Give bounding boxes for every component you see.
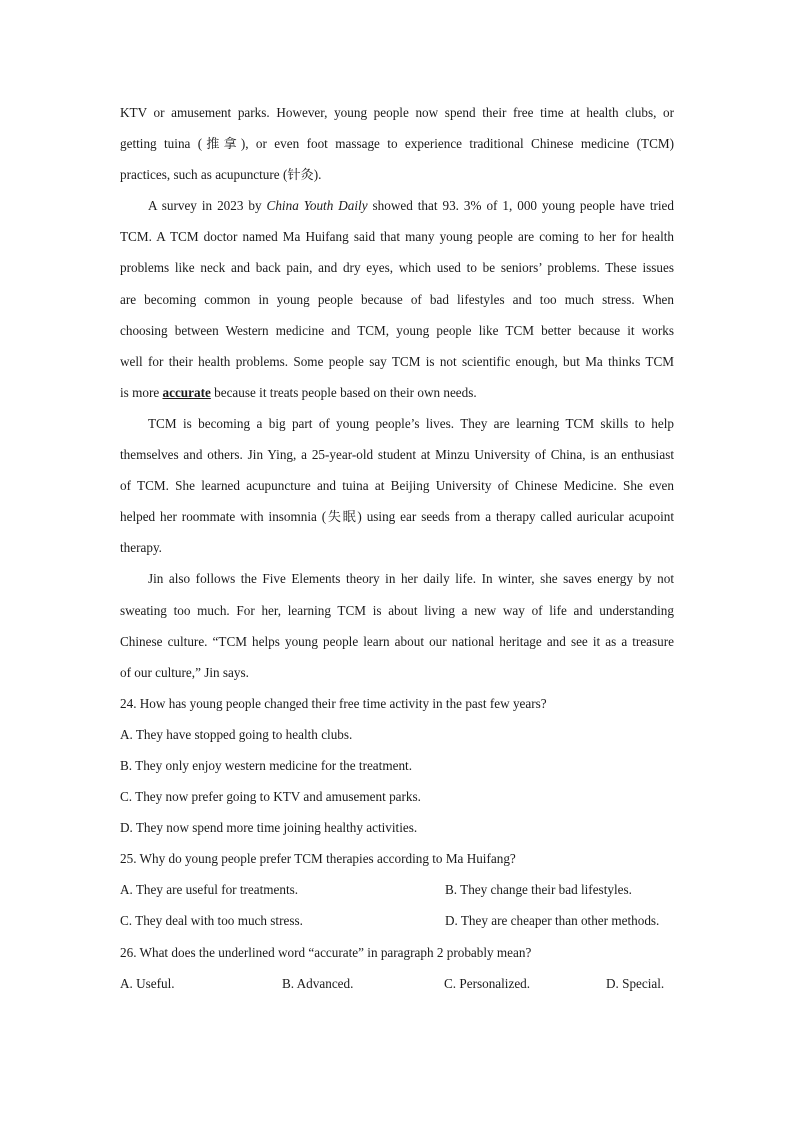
paragraph-2	[120, 190, 674, 408]
source-name: China Youth Daily	[266, 198, 368, 214]
question-stem: 24. How has young people changed their free time activity in the past few years?	[120, 695, 547, 711]
question-stem: 26. What does the underlined word “accurate” in paragraph 2 probably mean?	[120, 944, 532, 960]
option-c: C. Personalized.	[444, 975, 531, 991]
option-a: A. Useful.	[120, 975, 175, 991]
text-line: getting tuina (推拿), or even foot massage to experience traditional Chinese medicine (TCM)	[120, 136, 674, 152]
text-line: TCM. A TCM doctor named Ma Huifang said that many young people are coming to her for health	[120, 229, 674, 245]
passage	[120, 97, 674, 688]
underlined-word: accurate	[162, 384, 211, 400]
question-stem: 25. Why do young people prefer TCM therapies according to Ma Huifang?	[120, 851, 516, 867]
option-d: D. They are cheaper than other methods.	[445, 913, 660, 929]
option-c: C. They deal with too much stress.	[120, 913, 303, 929]
paragraph-3	[120, 408, 674, 563]
text-line: of our culture,” Jin says.	[120, 664, 249, 680]
option-d: D. Special.	[606, 975, 665, 991]
paragraph-4	[120, 563, 674, 687]
text-span: because it treats people based on their own needs.	[210, 384, 477, 400]
option-a: A. They have stopped going to health clubs.	[120, 726, 353, 742]
text-span: A survey in 2023 by	[148, 198, 267, 214]
text-line: therapy.	[120, 540, 162, 556]
text-line: TCM is becoming a big part of young people’s lives. They are learning TCM skills to help	[148, 415, 674, 431]
question-26	[120, 937, 674, 999]
option-b: B. They only enjoy western medicine for the treatment.	[120, 757, 412, 773]
text-line: are becoming common in young people because of bad lifestyles and too much stress. When	[120, 291, 674, 307]
option-d: D. They now spend more time joining healthy activities.	[120, 820, 418, 836]
text-line: KTV or amusement parks. However, young people now spend their free time at health clubs, or	[120, 105, 674, 120]
text-line: problems like neck and back pain, and dry eyes, which used to be seniors’ problems. These issues	[120, 260, 674, 276]
question-24	[120, 688, 674, 843]
option-c: C. They now prefer going to KTV and amusement parks.	[120, 789, 421, 805]
text-line: Jin also follows the Five Elements theory in her daily life. In winter, she saves energy by not	[148, 571, 674, 587]
text-span: is more	[120, 384, 163, 400]
option-b: B. Advanced.	[282, 975, 354, 991]
text-line: themselves and others. Jin Ying, a 25-year-old student at Minzu University of China, is an enthusiast	[120, 447, 674, 463]
text-line: Chinese culture. “TCM helps young people learn about our national heritage and see it as a treasure	[120, 633, 674, 649]
exam-page	[120, 97, 674, 999]
text-line	[120, 190, 674, 221]
text-line	[120, 377, 674, 408]
text-line: helped her roommate with insomnia (失眠) using ear seeds from a therapy called auricular acupoint	[120, 509, 674, 525]
options-row	[120, 968, 674, 999]
options-row	[120, 905, 674, 936]
option-a: A. They are useful for treatments.	[120, 882, 299, 898]
text-line: sweating too much. For her, learning TCM is about living a new way of life and understanding	[120, 602, 674, 618]
text-span: showed that 93. 3% of 1, 000 young people have tried	[367, 198, 674, 214]
question-25	[120, 843, 674, 936]
text-line: practices, such as acupuncture (针灸).	[120, 167, 322, 183]
paragraph-1	[120, 97, 674, 190]
text-line: choosing between Western medicine and TCM, young people like TCM better because it works	[120, 322, 674, 338]
text-line: well for their health problems. Some people say TCM is not scientific enough, but Ma thinks TCM	[120, 353, 674, 369]
option-b: B. They change their bad lifestyles.	[445, 882, 632, 898]
options-row	[120, 874, 674, 905]
text-line: of TCM. She learned acupuncture and tuina at Beijing University of Chinese Medicine. She even	[120, 478, 674, 494]
